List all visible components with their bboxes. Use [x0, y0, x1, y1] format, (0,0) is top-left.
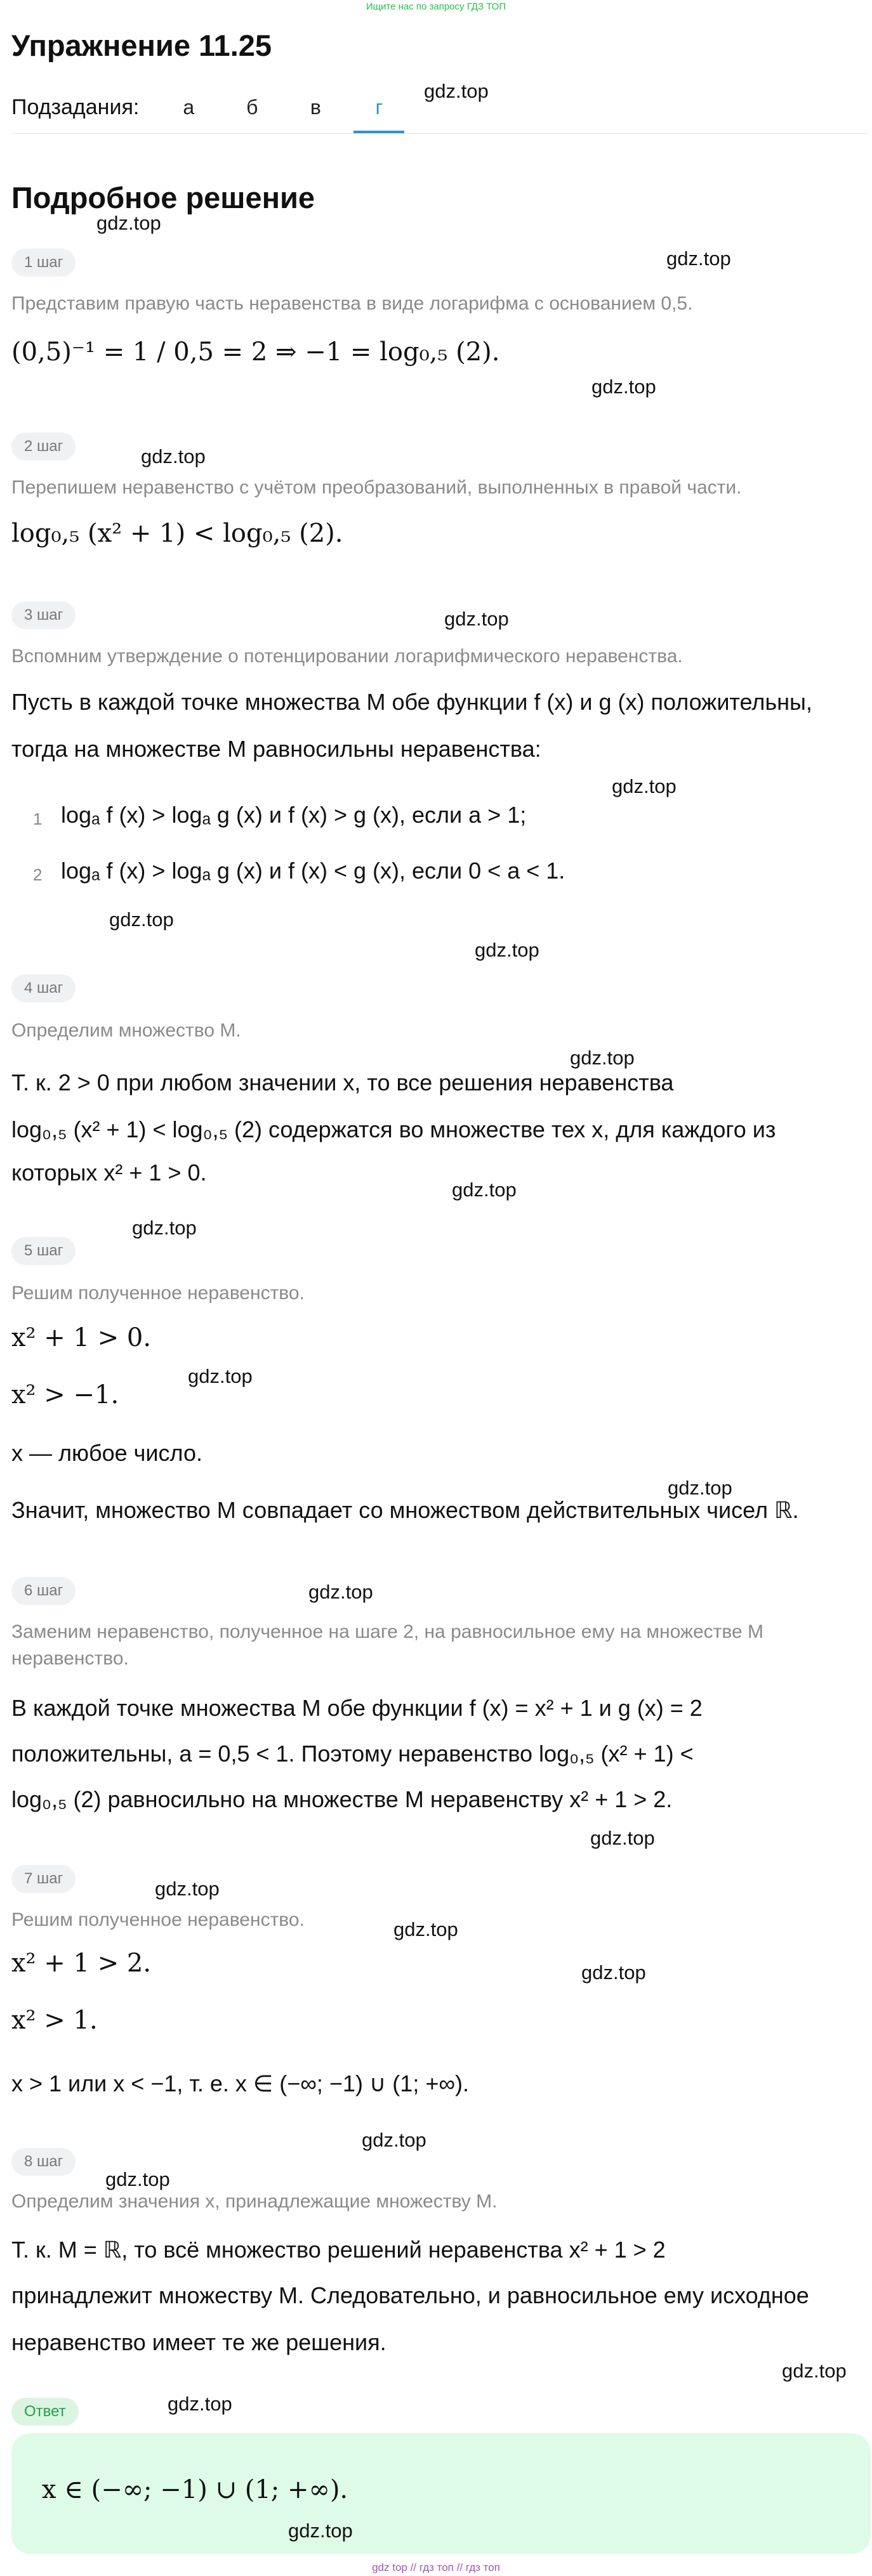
section-title: Подробное решение — [11, 181, 315, 214]
watermark: gdz.top — [452, 1179, 517, 1201]
page-title: Упражнение 11.25 — [11, 29, 272, 62]
step-6-line-2: положительны, a = 0,5 < 1. Поэтому неравенство log₀,₅ (x² + 1) < — [11, 1741, 694, 1767]
watermark: gdz.top — [612, 775, 677, 797]
watermark: gdz.top — [188, 1365, 253, 1387]
step-2-math: log₀,₅ (x² + 1) < log₀,₅ (2). — [11, 519, 343, 548]
subtask-tab-a[interactable]: а — [183, 96, 195, 119]
watermark: gdz.top — [132, 1217, 197, 1239]
step-badge-1: 1 шаг — [11, 249, 76, 277]
step-5-line-1: x² + 1 > 0. — [11, 1323, 152, 1352]
step-hint-1: Представим правую часть неравенства в виде логарифма с основанием 0,5. — [11, 293, 693, 314]
watermark: gdz.top — [666, 247, 731, 270]
watermark: gdz.top — [444, 608, 509, 630]
step-8-line-3: неравенство имеет те же решения. — [11, 2329, 386, 2355]
step-3-line-2: тогда на множестве M равносильны неравенства: — [11, 736, 541, 762]
watermark: gdz.top — [109, 908, 174, 931]
watermark: gdz.top — [155, 1878, 220, 1900]
step-7-line-1: x² + 1 > 2. — [11, 1949, 152, 1978]
step-7-line-3: x > 1 или x < −1, т. е. x ∈ (−∞; −1) ∪ (1; +∞). — [11, 2070, 470, 2096]
step-badge-5: 5 шаг — [11, 1237, 76, 1265]
step-5-line-3: x — любое число. — [11, 1440, 202, 1466]
step-3-list-item-1: logₐ f (x) > logₐ g (x) и f (x) > g (x), если a > 1; — [61, 802, 527, 828]
step-8-line-1: Т. к. M = ℝ, то всё множество решений неравенства x² + 1 > 2 — [11, 2237, 666, 2263]
watermark: gdz.top — [393, 1918, 458, 1940]
step-badge-7: 7 шаг — [11, 1865, 76, 1893]
watermark: gdz.top — [308, 1581, 373, 1603]
step-3-list-num-2: 2 — [33, 865, 43, 884]
step-hint-6-cont: неравенство. — [11, 1648, 129, 1669]
step-hint-5: Решим полученное неравенство. — [11, 1283, 305, 1304]
divider — [11, 133, 868, 134]
step-4-line-3: которых x² + 1 > 0. — [11, 1160, 207, 1186]
step-4-line-1: Т. к. 2 > 0 при любом значении x, то все решения неравенства — [11, 1069, 674, 1095]
subtasks-label: Подзадания: — [11, 95, 140, 119]
watermark: gdz.top — [475, 939, 539, 961]
watermark: gdz.top — [581, 1961, 646, 1984]
watermark: gdz.top — [668, 1477, 732, 1499]
step-hint-7: Решим полученное неравенство. — [11, 1909, 305, 1930]
step-badge-2: 2 шаг — [11, 433, 76, 461]
subtask-tab-v[interactable]: в — [310, 96, 321, 119]
answer-box — [11, 2433, 871, 2554]
subtasks-bar — [11, 95, 423, 120]
watermark: gdz.top — [590, 1827, 655, 1849]
step-hint-2: Перепишем неравенство с учётом преобразований, выполненных в правой части. — [11, 477, 742, 498]
step-badge-3: 3 шаг — [11, 601, 76, 629]
answer-badge: Ответ — [11, 2398, 79, 2426]
step-5-line-2: x² > −1. — [11, 1380, 119, 1409]
watermark: gdz.top — [424, 80, 489, 102]
watermark: gdz.top — [782, 2360, 847, 2382]
watermark: gdz.top — [96, 212, 161, 234]
subtask-tab-b[interactable]: б — [246, 96, 258, 119]
step-hint-4: Определим множество M. — [11, 1020, 241, 1041]
watermark: gdz.top — [168, 2393, 232, 2415]
top-banner: Ищите нас по запросу ГДЗ ТОП — [366, 1, 506, 12]
subtask-tab-g[interactable]: г — [360, 96, 398, 119]
watermark: gdz.top — [288, 2520, 353, 2542]
step-5-line-4: Значит, множество M совпадает со множеством действительных чисел ℝ. — [11, 1497, 799, 1523]
step-8-line-2: принадлежит множеству M. Следовательно, и равносильное ему исходное — [11, 2282, 809, 2308]
footer-links[interactable]: gdz top // гдз топ // гдз топ — [372, 2561, 500, 2573]
step-6-line-3: log₀,₅ (2) равносильно на множестве M неравенству x² + 1 > 2. — [11, 1786, 673, 1812]
step-3-list-num-1: 1 — [33, 809, 43, 828]
step-badge-8: 8 шаг — [11, 2148, 76, 2176]
answer-value: x ∈ (−∞; −1) ∪ (1; +∞). — [42, 2475, 348, 2504]
step-1-math: (0,5)⁻¹ = 1 / 0,5 = 2 ⇒ −1 = log₀,₅ (2). — [11, 337, 500, 367]
watermark: gdz.top — [105, 2168, 170, 2190]
step-badge-4: 4 шаг — [11, 974, 76, 1002]
watermark: gdz.top — [362, 2129, 426, 2151]
watermark: gdz.top — [570, 1047, 635, 1069]
step-7-line-2: x² > 1. — [11, 2006, 98, 2035]
step-badge-6: 6 шаг — [11, 1577, 76, 1605]
step-3-list-item-2: logₐ f (x) > logₐ g (x) и f (x) < g (x), если 0 < a < 1. — [61, 858, 565, 884]
step-3-line-1: Пусть в каждой точке множества M обе функции f (x) и g (x) положительны, — [11, 689, 812, 715]
step-hint-6: Заменим неравенство, полученное на шаге 2, на равносильное ему на множестве M — [11, 1621, 764, 1642]
watermark: gdz.top — [591, 376, 656, 398]
watermark: gdz.top — [141, 445, 206, 467]
step-4-line-2: log₀,₅ (x² + 1) < log₀,₅ (2) содержатся во множестве тех x, для каждого из — [11, 1116, 776, 1142]
step-6-line-1: В каждой точке множества M обе функции f (x) = x² + 1 и g (x) = 2 — [11, 1695, 703, 1721]
step-hint-3: Вспомним утверждение о потенцировании логарифмического неравенства. — [11, 646, 683, 667]
step-hint-8: Определим значения x, принадлежащие множеству M. — [11, 2191, 498, 2212]
